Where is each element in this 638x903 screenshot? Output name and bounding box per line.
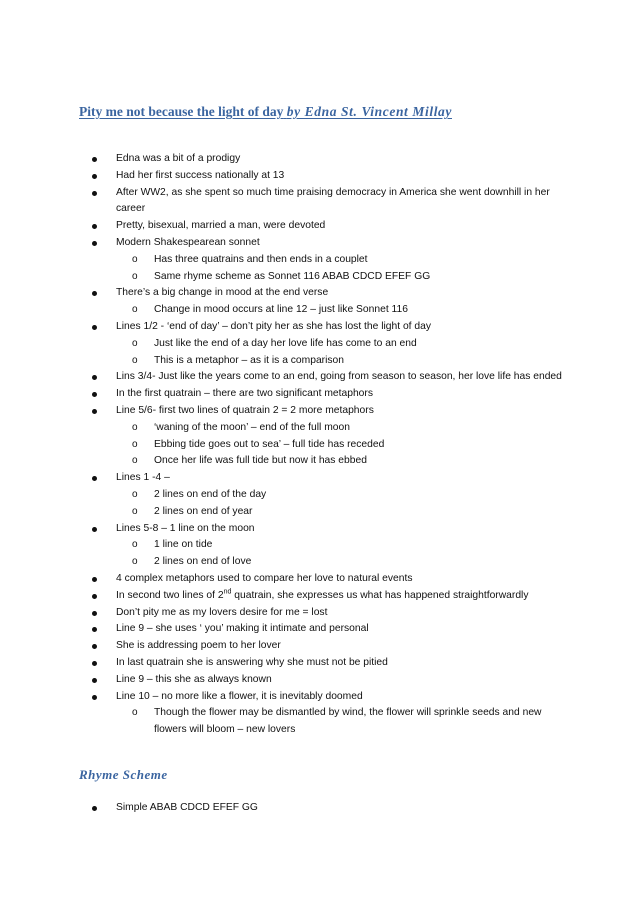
bullet-item [116, 470, 564, 520]
bullet-text: quatrain, she expresses us what has happened straightforwardly [231, 589, 529, 601]
bullet-item [116, 605, 564, 622]
bullet-item [116, 655, 564, 672]
sub-bullet-text: Same rhyme scheme as Sonnet 116 ABAB CDCD EFEF GG [154, 270, 431, 282]
sub-bullet-text: 1 line on tide [154, 539, 213, 551]
sub-bullet-text: Just like the end of a day her love life has come to an end [154, 337, 417, 349]
sub-bullet-text: Ebbing tide goes out to sea’ – full tide has receded [154, 438, 385, 450]
sub-bullet-item [154, 554, 564, 571]
bullet-text: Lines 5-8 – 1 line on the moon [116, 522, 255, 534]
sub-bullet-list [116, 252, 564, 286]
sub-bullet-item [154, 537, 564, 554]
sub-bullet-list [116, 420, 564, 470]
bullet-text: Line 10 – no more like a flower, it is inevitably doomed [116, 690, 363, 702]
sub-bullet-text: Though the flower may be dismantled by wind, the flower will sprinkle seeds and new flowers will bloom – new lovers [154, 707, 542, 736]
bullet-item [116, 285, 564, 319]
bullet-text: Don’t pity me as my lovers desire for me = lost [116, 606, 328, 618]
bullet-item [116, 151, 564, 168]
sub-bullet-text: ‘waning of the moon’ – end of the full moon [154, 421, 350, 433]
bullet-item [116, 235, 564, 285]
sub-bullet-text: 2 lines on end of love [154, 556, 252, 568]
sub-bullet-item [154, 705, 564, 739]
sub-bullet-item [154, 453, 564, 470]
bullet-text: Lines 1 -4 – [116, 472, 170, 484]
bullet-text: There’s a big change in mood at the end verse [116, 287, 329, 299]
bullet-text: Pretty, bisexual, married a man, were devoted [116, 220, 326, 232]
sub-bullet-list [116, 487, 564, 521]
sub-bullet-item [154, 302, 564, 319]
sub-bullet-item [154, 252, 564, 269]
bullet-item [116, 521, 564, 571]
bullet-item [116, 403, 564, 470]
sub-bullet-list [116, 302, 564, 319]
bullet-text: Had her first success nationally at 13 [116, 169, 285, 181]
document-title [79, 104, 452, 120]
bullet-item [116, 168, 564, 185]
bullet-text: Lines 1/2 - ‘end of day’ – don’t pity her as she has lost the light of day [116, 320, 432, 332]
bullet-item [116, 369, 564, 386]
bullet-item [116, 689, 564, 739]
sub-bullet-item [154, 353, 564, 370]
bullet-item [116, 588, 564, 605]
sub-bullet-list [116, 705, 564, 739]
bullet-text: Line 9 – she uses ‘ you’ making it intimate and personal [116, 623, 369, 635]
bullet-text: Lins 3/4- Just like the years come to an end, going from season to season, her love life has ended [116, 371, 562, 383]
sub-bullet-text: Has three quatrains and then ends in a couplet [154, 253, 368, 265]
rhyme-scheme-heading: Rhyme Scheme [79, 767, 168, 782]
bullet-text: 4 complex metaphors used to compare her love to natural events [116, 572, 413, 584]
bullet-text: After WW2, as she spent so much time praising democracy in America she went downhill in her career [116, 186, 550, 215]
bullet-item [116, 571, 564, 588]
sub-bullet-text: 2 lines on end of year [154, 505, 253, 517]
sub-bullet-item [154, 420, 564, 437]
bullet-text: Line 5/6- first two lines of quatrain 2 = 2 more metaphors [116, 404, 374, 416]
poem-byline: by Edna St. Vincent Millay [286, 104, 452, 119]
sub-bullet-list [116, 336, 564, 370]
bullet-text: Line 9 – this she as always known [116, 673, 272, 685]
sub-bullet-text: Change in mood occurs at line 12 – just like Sonnet 116 [154, 304, 408, 316]
bullet-text: In last quatrain she is answering why she must not be pitied [116, 656, 388, 668]
bullet-item [116, 185, 564, 219]
bullet-superscript: nd [223, 588, 232, 596]
bullet-text: Simple ABAB CDCD EFEF GG [116, 802, 258, 813]
sub-bullet-item [154, 336, 564, 353]
sub-bullet-item [154, 269, 564, 286]
bullet-text: In the first quatrain – there are two significant metaphors [116, 388, 373, 400]
sub-bullet-text: This is a metaphor – as it is a comparison [154, 354, 344, 366]
bullet-text: She is addressing poem to her lover [116, 640, 281, 652]
bullet-item [116, 218, 564, 235]
notes-list [116, 151, 564, 739]
sub-bullet-item [154, 504, 564, 521]
sub-bullet-item [154, 437, 564, 454]
bullet-text: Edna was a bit of a prodigy [116, 153, 241, 164]
bullet-item [116, 319, 564, 369]
poem-title: Pity me not because the light of day [79, 104, 284, 119]
bullet-item [116, 672, 564, 689]
bullet-item [116, 800, 564, 817]
rhyme-scheme-list [116, 800, 564, 817]
sub-bullet-item [154, 487, 564, 504]
bullet-text: Modern Shakespearean sonnet [116, 236, 260, 248]
bullet-item [116, 638, 564, 655]
bullet-item [116, 621, 564, 638]
bullet-text: In second two lines of 2 [116, 589, 224, 601]
sub-bullet-text: Once her life was full tide but now it has ebbed [154, 455, 367, 467]
sub-bullet-list [116, 537, 564, 571]
bullet-item [116, 386, 564, 403]
sub-bullet-text: 2 lines on end of the day [154, 488, 267, 500]
